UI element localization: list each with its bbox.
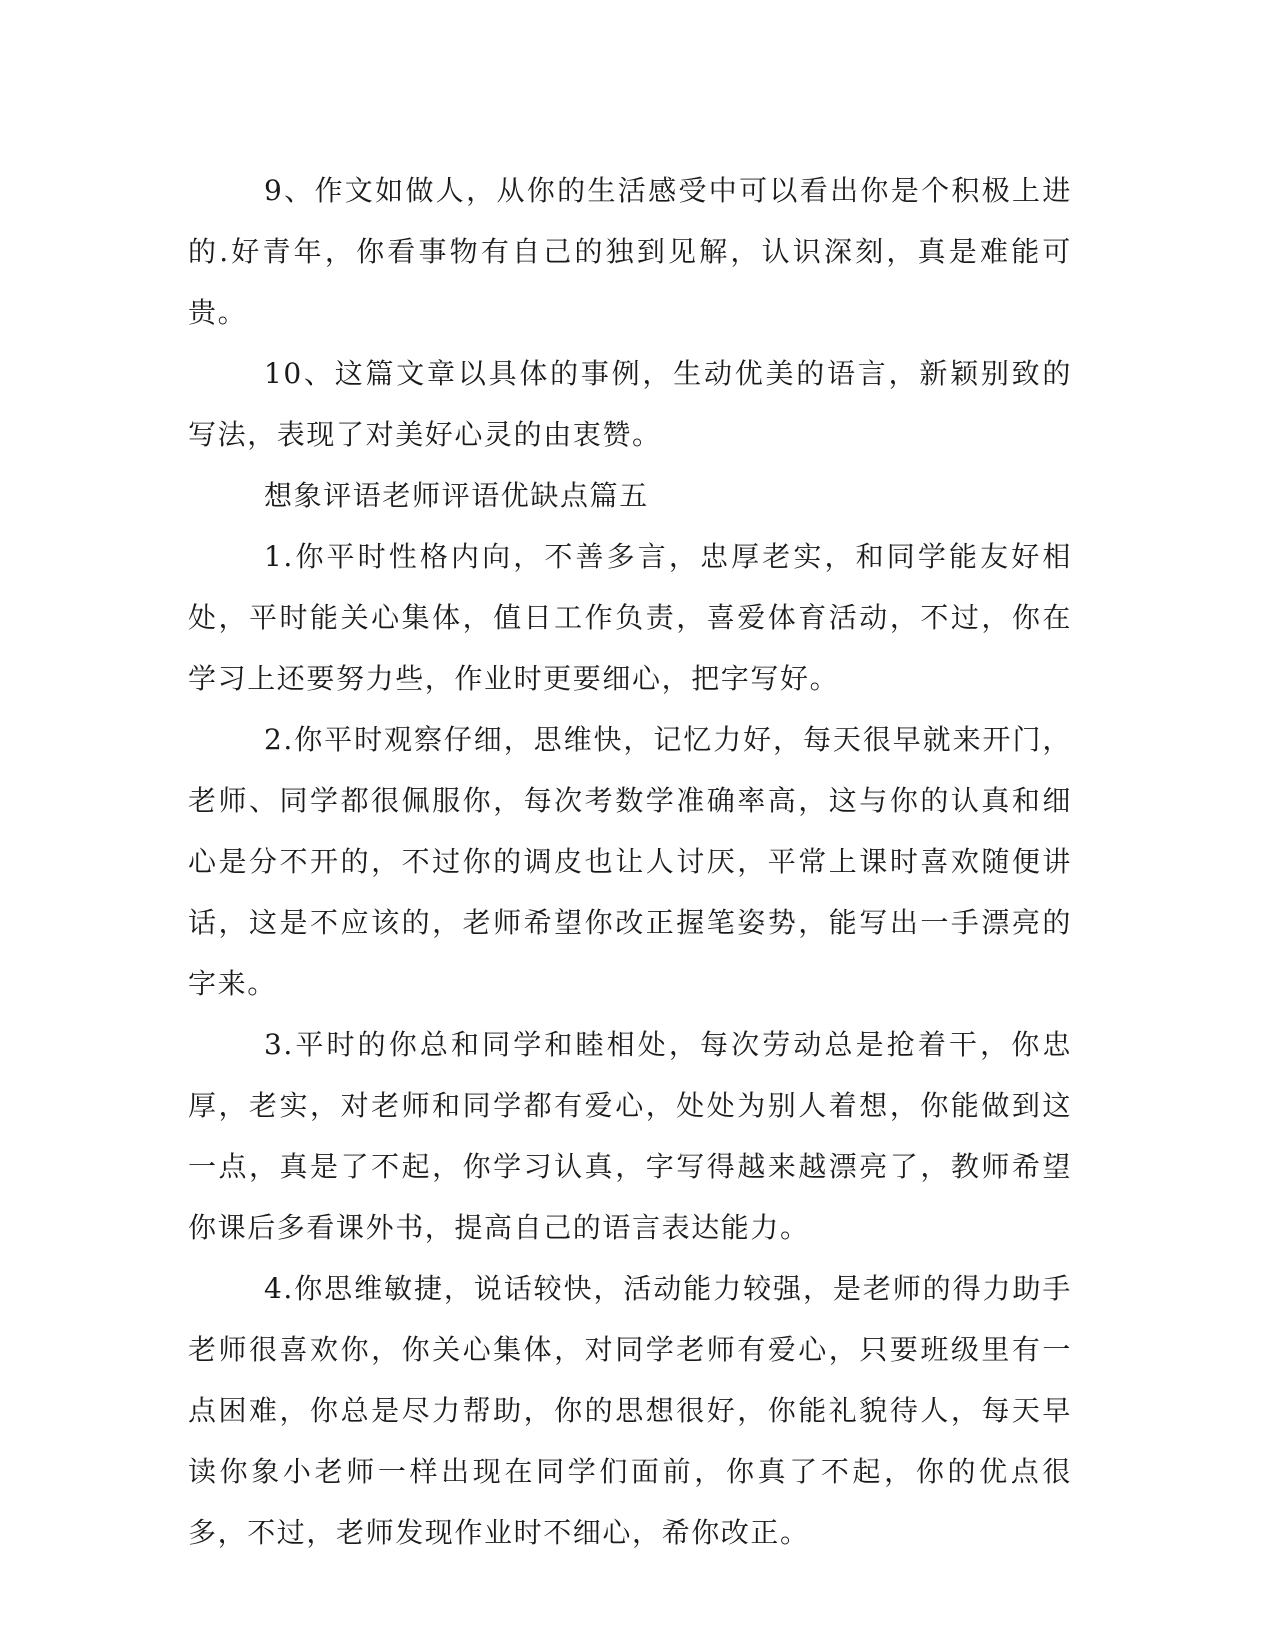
paragraph-comment-4: 4.你思维敏捷，说话较快，活动能力较强，是老师的得力助手老师很喜欢你，你关心集体，对同学老师有爱心，只要班级里有一点困难，你总是尽力帮助，你的思想很好，你能礼貌待人，每天早读你象小老师一样出现在同学们面前，你真了不起，你的优点很多，不过，老师发现作业时不细心，希你改正。 [188, 1272, 1072, 1549]
paragraph-comment-9: 9、作文如做人，从你的生活感受中可以看出你是个积极上进的.好青年，你看事物有自己的独到见解，认识深刻，真是难能可贵。 [188, 174, 1072, 329]
paragraph-comment-1: 1.你平时性格内向，不善多言，忠厚老实，和同学能友好相处，平时能关心集体，值日工作负责，喜爱体育活动，不过，你在学习上还要努力些，作业时更要细心，把字写好。 [188, 540, 1072, 695]
paragraph-comment-2: 2.你平时观察仔细，思维快，记忆力好，每天很早就来开门，老师、同学都很佩服你，每次考数学准确率高，这与你的认真和细心是分不开的，不过你的调皮也让人讨厌，平常上课时喜欢随便讲话，这是不应该的，老师希望你改正握笔姿势，能写出一手漂亮的字来。 [188, 723, 1072, 1000]
section-heading: 想象评语老师评语优缺点篇五 [264, 479, 649, 512]
paragraph-comment-3: 3.平时的你总和同学和睦相处，每次劳动总是抢着干，你忠厚，老实，对老师和同学都有爱心，处处为别人着想，你能做到这一点，真是了不起，你学习认真，字写得越来越漂亮了，教师希望你课后多看课外书，提高自己的语言表达能力。 [188, 1028, 1072, 1244]
paragraph-comment-10: 10、这篇文章以具体的事例，生动优美的语言，新颖别致的写法，表现了对美好心灵的由衷赞。 [188, 357, 1072, 451]
document-body [188, 160, 1072, 1563]
